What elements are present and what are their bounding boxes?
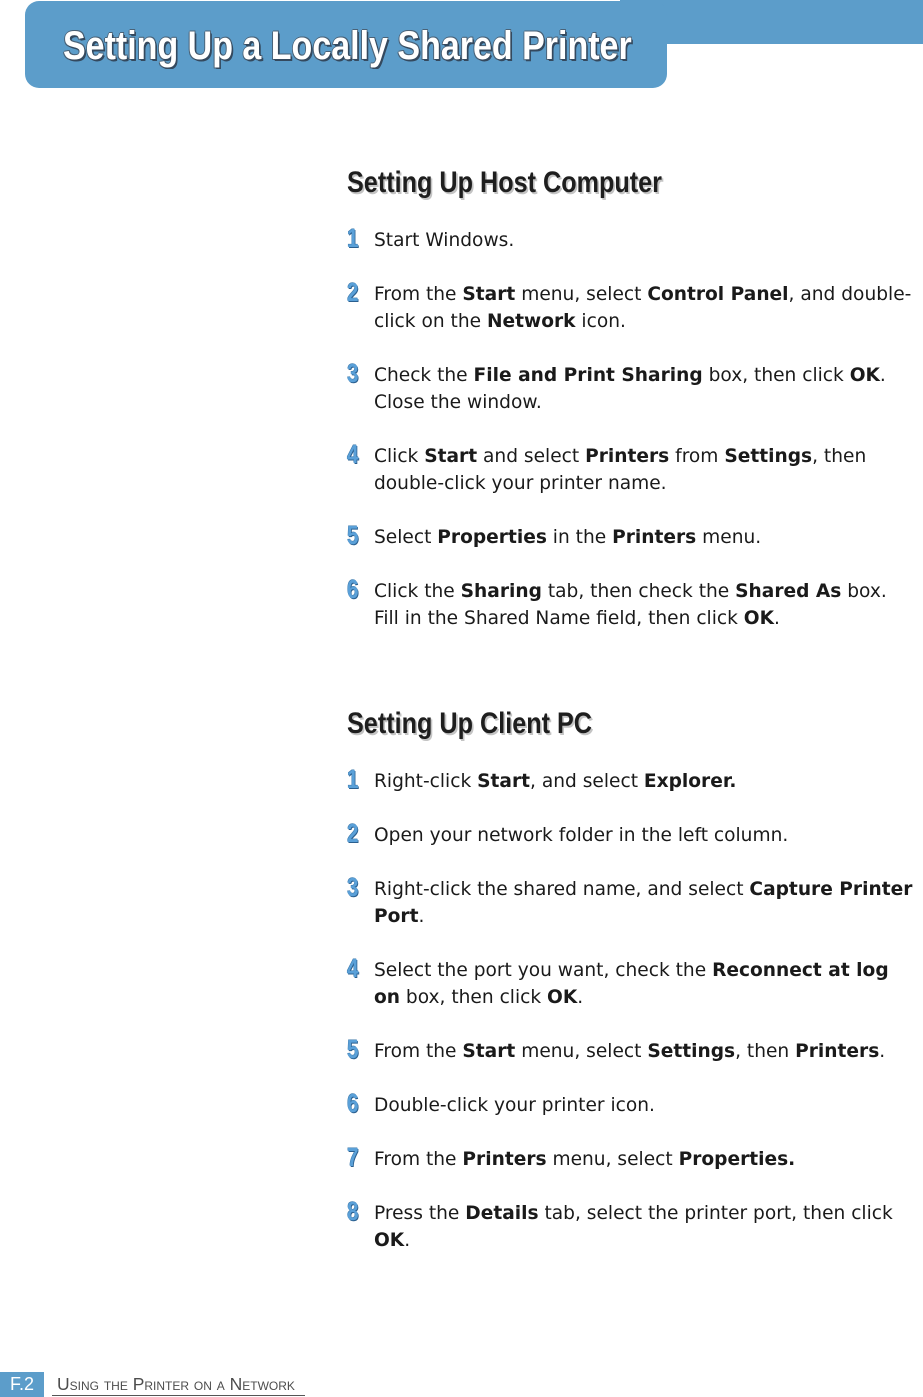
chapter-title: Using the Printer on a Network: [52, 1373, 305, 1396]
step-text-bold: OK: [547, 987, 578, 1008]
step-text: box.: [841, 581, 887, 602]
step-text: and select: [477, 446, 586, 467]
step-item: [347, 953, 923, 1011]
step-line: [374, 362, 923, 389]
step-line: [374, 1146, 923, 1173]
step-text-bold: Network: [486, 311, 576, 332]
step-text-bold: Capture Printer: [749, 879, 913, 900]
step-text: .: [404, 1230, 411, 1251]
step-text-bold: Properties: [437, 527, 547, 548]
step-line: [374, 957, 923, 984]
step-item: [347, 1196, 923, 1254]
step-text-bold: Printers: [585, 446, 670, 467]
step-text: double-click your printer name.: [374, 473, 667, 494]
step-text-bold: Control Panel: [647, 284, 789, 305]
step-text: .: [879, 365, 886, 386]
step-line: [374, 984, 923, 1011]
step-text-bold: Sharing: [460, 581, 542, 602]
step-item: [347, 223, 923, 254]
step-text: menu.: [696, 527, 762, 548]
step-number: 5: [347, 520, 359, 550]
step-line: [374, 768, 923, 795]
step-text-bold: OK: [743, 608, 774, 629]
step-item: [347, 358, 923, 416]
step-text: in the: [546, 527, 613, 548]
step-line: [374, 524, 923, 551]
page-number: F.2: [0, 1372, 44, 1397]
step-text-bold: Start: [424, 446, 478, 467]
step-line: [374, 876, 923, 903]
step-number: 2: [347, 277, 359, 307]
step-text-bold: Explorer.: [643, 771, 737, 792]
step-line: [374, 281, 923, 308]
step-text-bold: OK: [374, 1230, 405, 1251]
step-number: 1: [347, 223, 359, 253]
step-text: From the: [374, 1149, 463, 1170]
step-text: , then: [735, 1041, 796, 1062]
step-text: menu, select: [515, 284, 648, 305]
step-text: Double-click your printer icon.: [374, 1095, 655, 1116]
step-text: .: [879, 1041, 886, 1062]
step-text: Select the port you want, check the: [374, 960, 713, 981]
step-text-bold: Start: [477, 771, 531, 792]
step-text: .: [418, 906, 425, 927]
step-text-bold: Start: [462, 284, 516, 305]
step-text: Right-click the shared name, and select: [374, 879, 750, 900]
step-line: [374, 443, 923, 470]
step-text-bold: Reconnect at log: [712, 960, 889, 981]
step-item: [347, 1142, 923, 1173]
step-number: 6: [347, 574, 359, 604]
step-text: Click: [374, 446, 425, 467]
step-text: menu, select: [546, 1149, 679, 1170]
step-text: from: [669, 446, 725, 467]
step-text: box, then click: [400, 987, 548, 1008]
section-heading-client-pc: Setting Up Client PC: [347, 707, 593, 740]
step-text: tab, then check the: [541, 581, 736, 602]
step-line: [374, 308, 923, 335]
step-text: From the: [374, 1041, 463, 1062]
step-text: , then: [812, 446, 867, 467]
step-text-bold: Port: [374, 906, 419, 927]
step-text: Click the: [374, 581, 461, 602]
step-item: [347, 764, 923, 795]
step-text-bold: Printers: [795, 1041, 880, 1062]
step-text-bold: Shared As: [735, 581, 842, 602]
step-item: [347, 1088, 923, 1119]
step-line: [374, 1038, 923, 1065]
step-text-bold: Properties.: [678, 1149, 796, 1170]
step-item: [347, 818, 923, 849]
step-line: [374, 903, 923, 930]
step-text-bold: Settings: [647, 1041, 736, 1062]
step-text: .: [774, 608, 780, 629]
step-item: [347, 439, 923, 497]
step-text-bold: OK: [849, 365, 880, 386]
step-text-bold: Printers: [462, 1149, 547, 1170]
step-line: [374, 605, 923, 632]
page-title: Setting Up a Locally Shared Printer: [63, 24, 632, 68]
step-number: 4: [347, 439, 359, 469]
step-item: [347, 1034, 923, 1065]
step-text-bold: Start: [462, 1041, 516, 1062]
step-text-bold: on: [374, 987, 401, 1008]
step-text: box, then click: [702, 365, 850, 386]
step-text: Right-click: [374, 771, 478, 792]
step-number: 1: [347, 764, 359, 794]
step-number: 6: [347, 1088, 359, 1118]
step-number: 2: [347, 818, 359, 848]
step-text: Start Windows.: [374, 230, 515, 251]
step-line: [374, 578, 923, 605]
step-line: [374, 1227, 923, 1254]
step-number: 8: [347, 1196, 359, 1226]
step-list-client-pc: [347, 764, 923, 1281]
step-number: 3: [347, 358, 359, 388]
step-text: Close the window.: [374, 392, 542, 413]
step-text: .: [577, 987, 584, 1008]
step-text: icon.: [575, 311, 626, 332]
step-line: [374, 1200, 923, 1227]
step-text: From the: [374, 284, 463, 305]
step-line: [374, 1092, 923, 1119]
step-number: 3: [347, 872, 359, 902]
step-line: [374, 227, 923, 254]
step-text: Press the: [374, 1203, 466, 1224]
step-item: [347, 520, 923, 551]
step-text: Select: [374, 527, 438, 548]
step-text: click on the: [374, 311, 487, 332]
step-text-bold: Details: [465, 1203, 539, 1224]
step-text: tab, select the printer port, then click: [538, 1203, 893, 1224]
step-list-host-computer: [347, 223, 923, 659]
step-line: [374, 822, 923, 849]
step-text: Open your network folder in the left column.: [374, 825, 789, 846]
step-text: , and select: [530, 771, 644, 792]
step-number: 5: [347, 1034, 359, 1064]
step-item: [347, 277, 923, 335]
step-text: , and double-: [788, 284, 912, 305]
step-line: [374, 470, 923, 497]
step-item: [347, 574, 923, 632]
step-text: Check the: [374, 365, 474, 386]
step-item: [347, 872, 923, 930]
step-text-bold: Printers: [612, 527, 697, 548]
step-line: [374, 389, 923, 416]
step-number: 7: [347, 1142, 359, 1172]
step-text: Fill in the Shared Name field, then click: [374, 608, 744, 629]
section-heading-host-computer: Setting Up Host Computer: [347, 166, 662, 199]
step-text: menu, select: [515, 1041, 648, 1062]
step-number: 4: [347, 953, 359, 983]
step-text-bold: Settings: [724, 446, 813, 467]
step-text-bold: File and Print Sharing: [473, 365, 703, 386]
